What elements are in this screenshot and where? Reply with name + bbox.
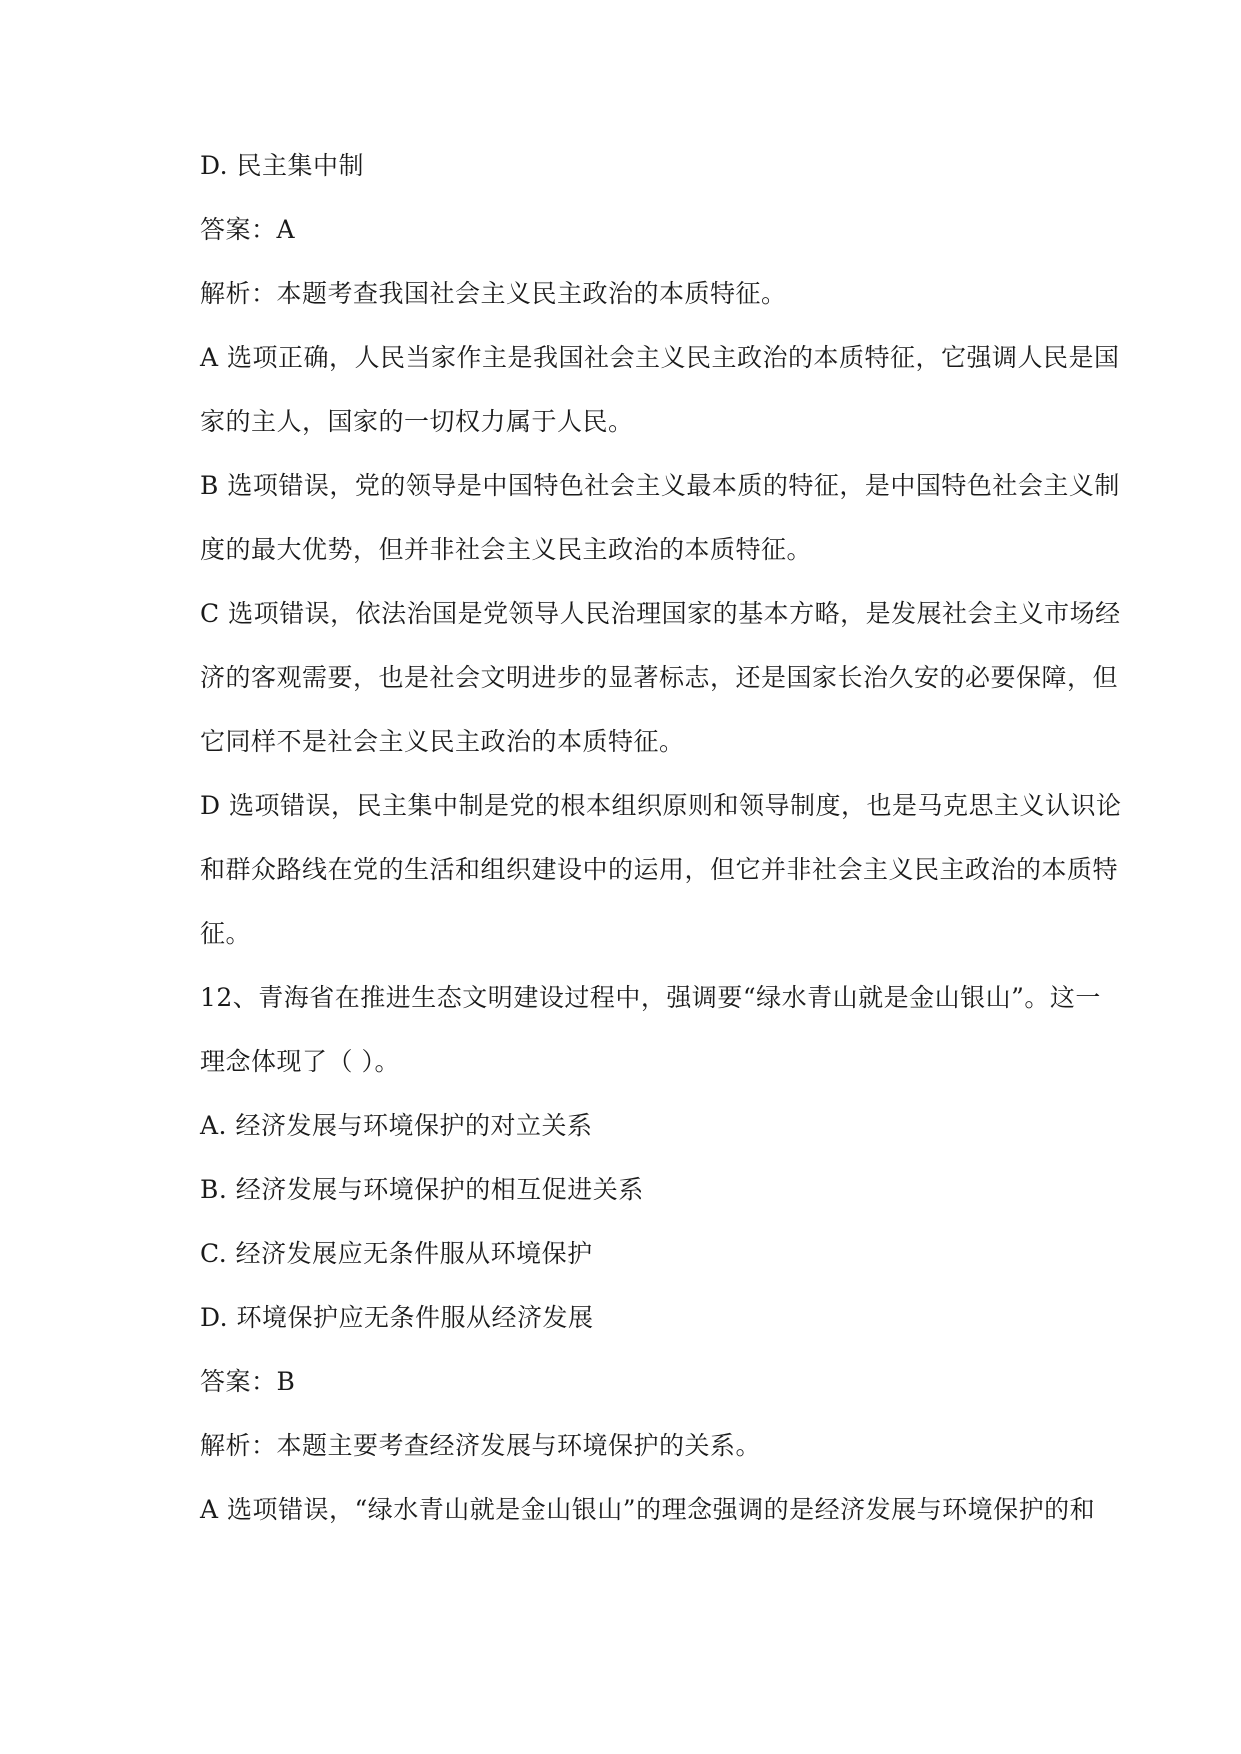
option-b: B. 经济发展与环境保护的相互促进关系 xyxy=(200,1175,644,1204)
question-text: 12、青海省在推进生态文明建设过程中，强调要“绿水青山就是金山银山”。这一 xyxy=(200,983,1101,1012)
question-text: 理念体现了（ ）。 xyxy=(200,1047,400,1076)
option-d: D. 环境保护应无条件服从经济发展 xyxy=(200,1303,594,1332)
analysis-paragraph-line: 它同样不是社会主义民主政治的本质特征。 xyxy=(200,727,685,756)
analysis-paragraph-line: 家的主人，国家的一切权力属于人民。 xyxy=(200,407,634,436)
analysis-paragraph-line: 度的最大优势，但并非社会主义民主政治的本质特征。 xyxy=(200,535,813,564)
answer-label: 答案：B xyxy=(200,1367,296,1396)
analysis-heading: 解析：本题考查我国社会主义民主政治的本质特征。 xyxy=(200,279,787,308)
analysis-paragraph-line: 征。 xyxy=(200,919,252,948)
analysis-heading: 解析：本题主要考查经济发展与环境保护的关系。 xyxy=(200,1431,762,1460)
analysis-paragraph-line: 和群众路线在党的生活和组织建设中的运用，但它并非社会主义民主政治的本质特 xyxy=(200,855,1119,884)
analysis-paragraph-line: A 选项正确，人民当家作主是我国社会主义民主政治的本质特征，它强调人民是国 xyxy=(200,343,1120,372)
analysis-paragraph-line: B 选项错误，党的领导是中国特色社会主义最本质的特征，是中国特色社会主义制 xyxy=(200,471,1120,500)
option-c: C. 经济发展应无条件服从环境保护 xyxy=(200,1239,593,1268)
analysis-paragraph-line: 济的客观需要，也是社会文明进步的显著标志，还是国家长治久安的必要保障，但 xyxy=(200,663,1119,692)
answer-label: 答案：A xyxy=(200,215,296,244)
analysis-paragraph-line: C 选项错误，依法治国是党领导人民治理国家的基本方略，是发展社会主义市场经 xyxy=(200,599,1121,628)
option-d-previous: D. 民主集中制 xyxy=(200,151,365,180)
option-a: A. 经济发展与环境保护的对立关系 xyxy=(200,1111,593,1140)
analysis-paragraph-line: A 选项错误，“绿水青山就是金山银山”的理念强调的是经济发展与环境保护的和 xyxy=(200,1495,1096,1524)
analysis-paragraph-line: D 选项错误，民主集中制是党的根本组织原则和领导制度，也是马克思主义认识论 xyxy=(200,791,1122,820)
